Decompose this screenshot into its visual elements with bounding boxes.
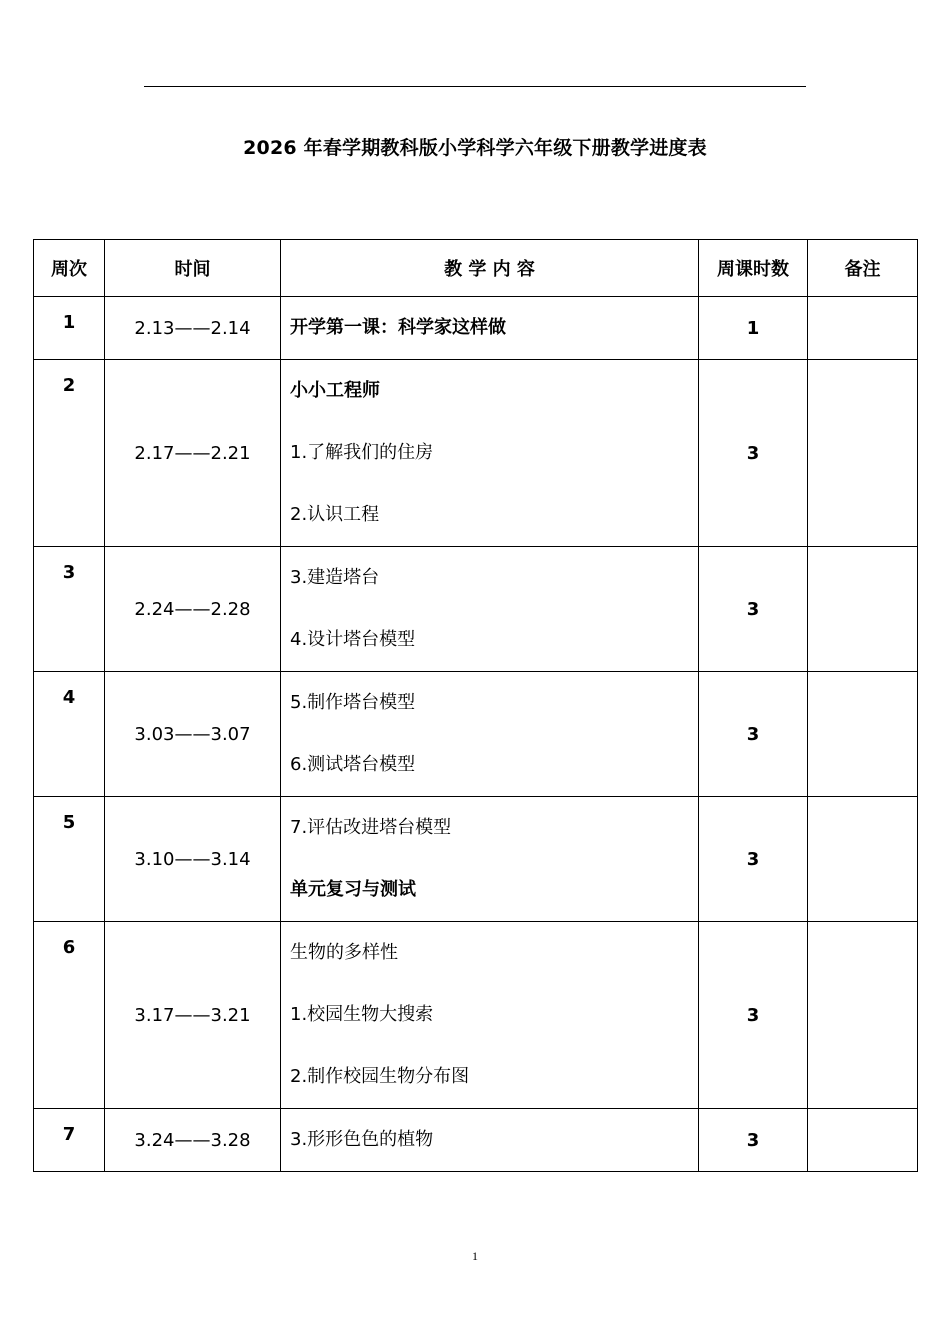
- page-number: 1: [472, 1249, 478, 1263]
- notes-cell: [808, 360, 918, 547]
- notes-cell: [808, 922, 918, 1109]
- content-line: 生物的多样性: [290, 942, 398, 963]
- week-cell: 7: [34, 1109, 105, 1172]
- content-cell: [281, 360, 699, 547]
- table-row: [34, 672, 918, 797]
- content-line: 小小工程师: [290, 380, 380, 401]
- hours-cell: 3: [699, 797, 808, 922]
- document-title: 2026 年春学期教科版小学科学六年级下册教学进度表: [243, 137, 707, 159]
- content-cell: [281, 797, 699, 922]
- week-cell: 1: [34, 297, 105, 360]
- header-notes: 备注: [808, 240, 918, 297]
- time-cell: 2.24——2.28: [105, 547, 281, 672]
- time-cell: 3.24——3.28: [105, 1109, 281, 1172]
- time-cell: 3.17——3.21: [105, 922, 281, 1109]
- table-row: [34, 922, 918, 1109]
- header-rule: [144, 86, 806, 87]
- table-row: [34, 360, 918, 547]
- notes-cell: [808, 297, 918, 360]
- content-line: 2.制作校园生物分布图: [290, 1066, 470, 1087]
- content-line: 3.建造塔台: [290, 567, 380, 588]
- content-line: 7.评估改进塔台模型: [290, 817, 452, 838]
- notes-cell: [808, 547, 918, 672]
- hours-cell: 3: [699, 360, 808, 547]
- hours-cell: 3: [699, 1109, 808, 1172]
- week-cell: 6: [34, 922, 105, 1109]
- hours-cell: 3: [699, 922, 808, 1109]
- schedule-table: [33, 239, 918, 1172]
- hours-cell: 3: [699, 547, 808, 672]
- content-line: 单元复习与测试: [290, 879, 416, 900]
- content-cell: [281, 1109, 699, 1172]
- content-line: 开学第一课：科学家这样做: [290, 317, 506, 338]
- content-line: 5.制作塔台模型: [290, 692, 416, 713]
- table-row: [34, 297, 918, 360]
- header-week: 周次: [34, 240, 105, 297]
- week-cell: 2: [34, 360, 105, 547]
- week-cell: 4: [34, 672, 105, 797]
- time-cell: 3.10——3.14: [105, 797, 281, 922]
- content-line: 1.了解我们的住房: [290, 442, 434, 463]
- content-line: 1.校园生物大搜索: [290, 1004, 434, 1025]
- time-cell: 3.03——3.07: [105, 672, 281, 797]
- content-line: 6.测试塔台模型: [290, 754, 416, 775]
- notes-cell: [808, 1109, 918, 1172]
- week-cell: 5: [34, 797, 105, 922]
- header-time: 时间: [105, 240, 281, 297]
- content-cell: [281, 672, 699, 797]
- time-cell: 2.17——2.21: [105, 360, 281, 547]
- content-line: 3.形形色色的植物: [290, 1129, 434, 1150]
- header-hours: 周课时数: [699, 240, 808, 297]
- table-body: [34, 297, 918, 1172]
- week-cell: 3: [34, 547, 105, 672]
- notes-cell: [808, 672, 918, 797]
- content-cell: [281, 922, 699, 1109]
- header-content: 教 学 内 容: [281, 240, 699, 297]
- content-cell: [281, 297, 699, 360]
- table-row: [34, 547, 918, 672]
- notes-cell: [808, 797, 918, 922]
- time-cell: 2.13——2.14: [105, 297, 281, 360]
- content-line: 4.设计塔台模型: [290, 629, 416, 650]
- content-line: 2.认识工程: [290, 504, 380, 525]
- hours-cell: 1: [699, 297, 808, 360]
- content-cell: [281, 547, 699, 672]
- table-row: [34, 797, 918, 922]
- hours-cell: 3: [699, 672, 808, 797]
- table-header-row: [34, 240, 918, 297]
- table-row: [34, 1109, 918, 1172]
